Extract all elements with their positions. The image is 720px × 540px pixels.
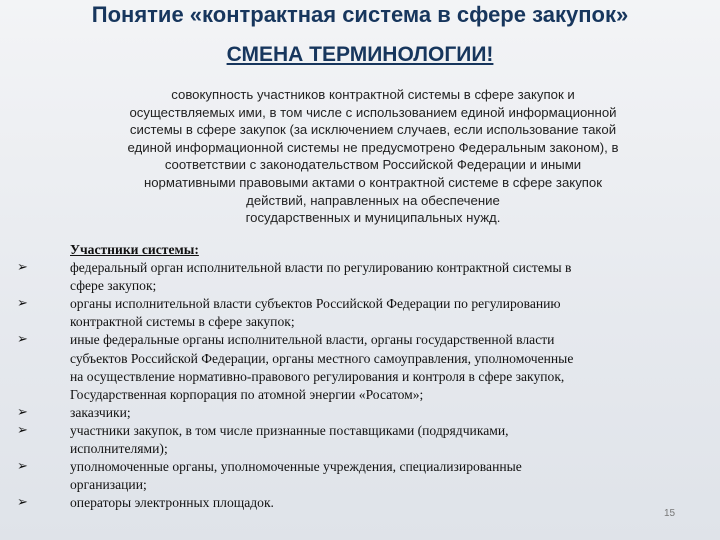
definition-line: совокупность участников контрактной системы в сфере закупок и — [171, 87, 575, 102]
arrow-bullet-icon: ➢ — [17, 404, 28, 420]
arrow-bullet-icon: ➢ — [17, 495, 28, 511]
list-item: ➢ федеральный орган исполнительной власти по регулированию контрактной системы в сфере закупок; — [17, 260, 572, 294]
slide-subtitle: СМЕНА ТЕРМИНОЛОГИИ! — [226, 43, 494, 66]
participants-heading: Участники системы: — [70, 242, 199, 257]
definition-line: системы в сфере закупок (за исключением случаев, если использование такой — [129, 122, 617, 138]
definition-line: нормативными правовыми актами о контрактной системе в сфере закупок — [143, 174, 603, 190]
list-item: ➢ операторы электронных площадок. — [0, 494, 690, 512]
list-item: ➢ иные федеральные органы исполнительной власти, органы государственной власти субъектов Российской Федерации, органы местного самоуправления, уполномоченные на осуществление нормативно-правового регулирования и контроля в сфере закупок, Государственная корпорация по атомной энергии «Росатом»; — [17, 332, 574, 402]
definition-line: единой информационной системы не предусмотрено Федеральным законом), в — [127, 139, 619, 155]
arrow-bullet-icon: ➢ — [17, 332, 28, 348]
page-number: 15 — [664, 508, 676, 519]
definition-line: соответствии с законодательством Российской Федерации и иными — [164, 157, 582, 173]
definition-text — [66, 86, 680, 227]
definition-line: государственных и муниципальных нужд. — [245, 210, 501, 226]
list-item: ➢ уполномоченные органы, уполномоченные учреждения, специализированные организации; — [17, 459, 522, 493]
arrow-bullet-icon: ➢ — [17, 296, 28, 312]
definition-line: осуществляемых ими, в том числе с использованием единой информационной — [129, 104, 617, 120]
participants-list — [0, 241, 720, 512]
definition-line: действий, направленных на обеспечение — [246, 192, 500, 208]
list-item: ➢ заказчики; — [0, 404, 690, 422]
arrow-bullet-icon: ➢ — [17, 459, 28, 475]
arrow-bullet-icon: ➢ — [17, 260, 28, 276]
arrow-bullet-icon: ➢ — [17, 422, 28, 438]
list-item: ➢ органы исполнительной власти субъектов Российской Федерации по регулированию контрактной системы в сфере закупок; — [17, 296, 561, 330]
list-item: ➢ участники закупок, в том числе признанные поставщиками (подрядчиками, исполнителями); — [17, 422, 509, 457]
slide-title: Понятие «контрактная система в сфере закупок» — [91, 2, 629, 27]
